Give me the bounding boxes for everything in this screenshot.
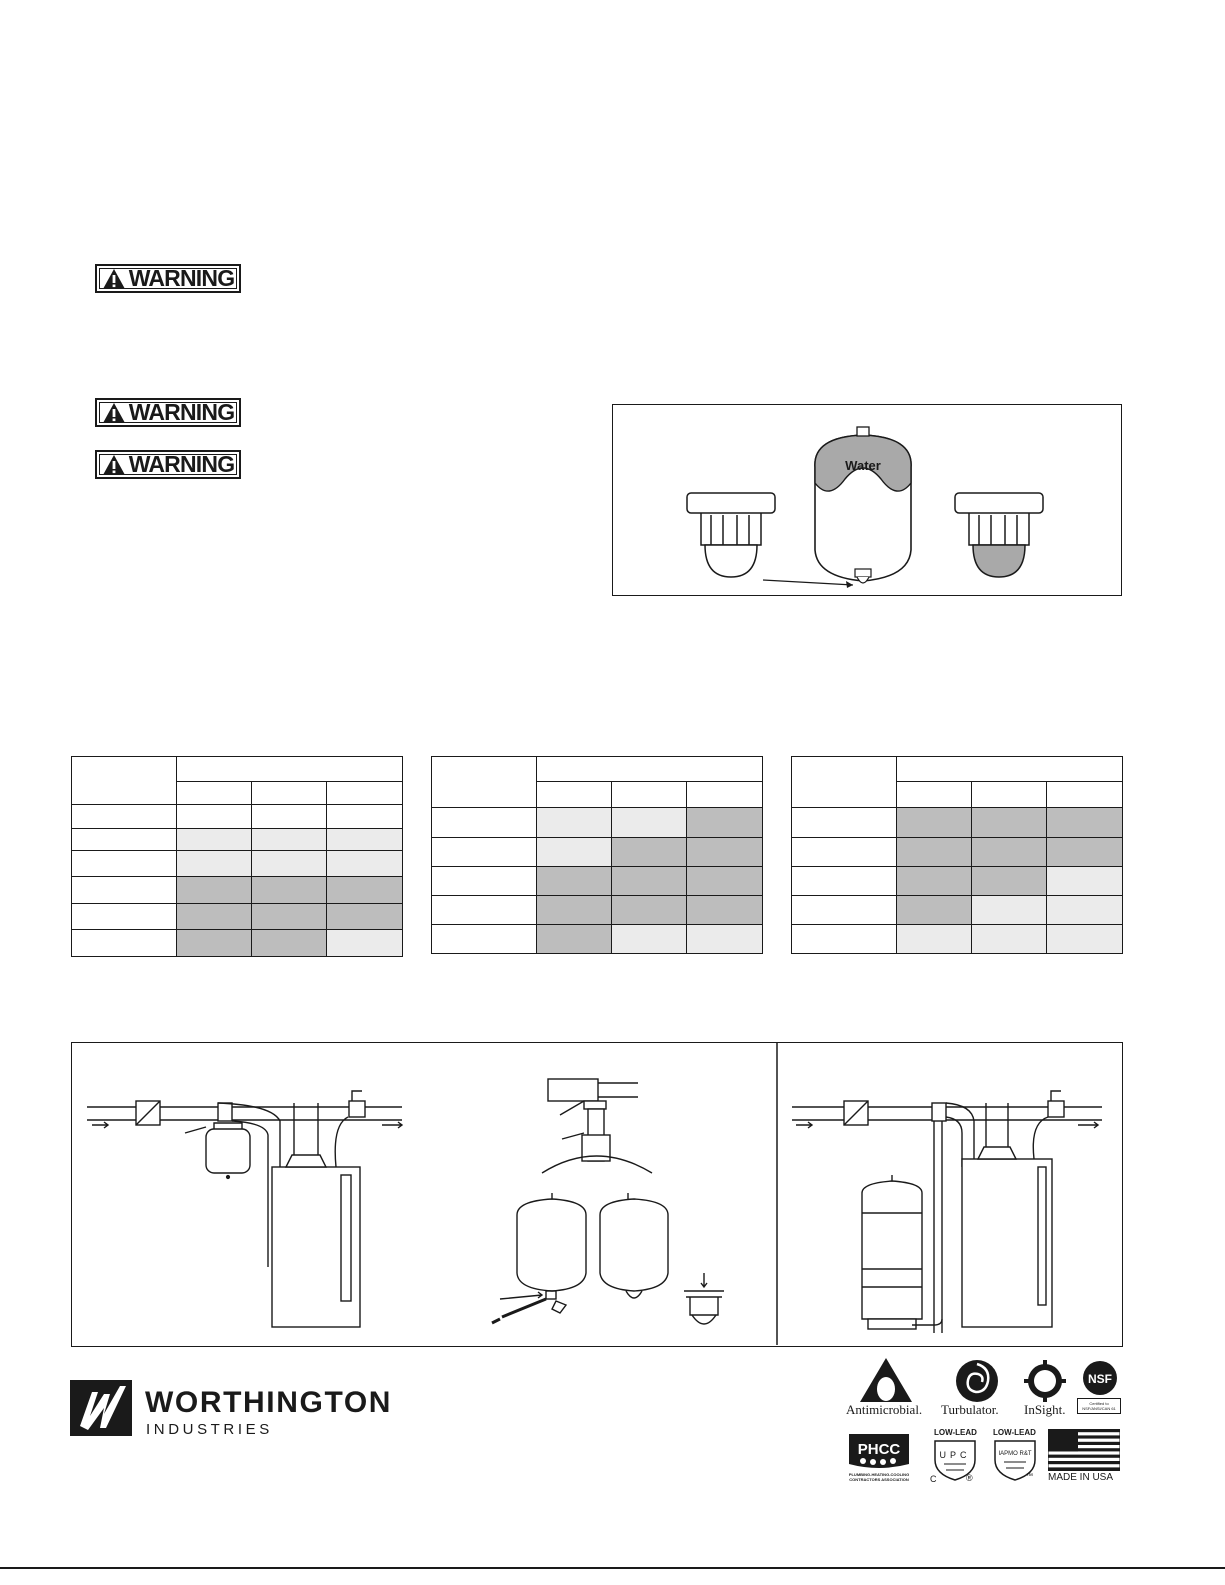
- shaded-cell-light: [1047, 867, 1123, 896]
- table-header-cell: [72, 757, 177, 805]
- table-subheader-cell: [1047, 782, 1123, 808]
- shaded-cell-light: [612, 925, 687, 954]
- shaded-cell-dark: [252, 904, 327, 930]
- footer-rule: [0, 1567, 1225, 1569]
- shaded-cell-dark: [327, 904, 403, 930]
- table-subheader-cell: [537, 782, 612, 808]
- shaded-cell-light: [1047, 896, 1123, 925]
- table-subheader-cell: [612, 782, 687, 808]
- nsf-text: NSF: [1088, 1372, 1112, 1386]
- installation-figure: [71, 1042, 1123, 1347]
- table-header-cell: [897, 757, 1123, 782]
- upc-lowlead-label: LOW-LEAD: [934, 1428, 977, 1437]
- table-row: [72, 930, 403, 957]
- row-label-cell: [432, 896, 537, 925]
- table-row: [432, 808, 763, 838]
- warning-triangle-icon: [102, 402, 126, 424]
- shaded-cell-dark: [327, 877, 403, 904]
- row-label-cell: [72, 805, 177, 829]
- worthington-logo-mark-icon: [70, 1380, 132, 1436]
- shaded-cell-none: [327, 805, 403, 829]
- tank-center: [763, 427, 911, 588]
- shaded-cell-dark: [252, 930, 327, 957]
- upc-mark-text: UPC: [939, 1450, 971, 1460]
- row-label-cell: [792, 925, 897, 954]
- turbulator-label: Turbulator.: [941, 1402, 999, 1417]
- table-row: [792, 808, 1123, 838]
- table-row: [72, 877, 403, 904]
- row-label-cell: [72, 851, 177, 877]
- table-subheader-cell: [972, 782, 1047, 808]
- warning-text: WARNING: [128, 399, 235, 425]
- warning-text: WARNING: [128, 451, 235, 477]
- shaded-cell-dark: [177, 904, 252, 930]
- sizing-table-1: [71, 756, 403, 957]
- table-header-cell: [792, 757, 897, 808]
- shaded-cell-dark: [537, 867, 612, 896]
- tank-cap-right: [955, 493, 1043, 577]
- table-row: [432, 896, 763, 925]
- shaded-cell-light: [252, 829, 327, 851]
- install-center-details: [492, 1079, 724, 1324]
- table-row: [432, 925, 763, 954]
- shaded-cell-light: [537, 838, 612, 867]
- shaded-cell-light: [327, 930, 403, 957]
- iapmo-lowlead-label: LOW-LEAD: [993, 1428, 1036, 1437]
- water-label: Water: [845, 458, 881, 473]
- row-label-cell: [792, 808, 897, 838]
- antimicrobial-icon: [858, 1356, 914, 1404]
- shaded-cell-dark: [687, 896, 763, 925]
- table-header-cell: [177, 757, 403, 782]
- shaded-cell-dark: [897, 867, 972, 896]
- installation-diagram: [72, 1043, 1121, 1345]
- table-row: [72, 805, 403, 829]
- shaded-cell-dark: [897, 896, 972, 925]
- shaded-cell-dark: [537, 925, 612, 954]
- row-label-cell: [432, 808, 537, 838]
- install-left-heater: [87, 1091, 402, 1327]
- phcc-text: PHCC: [857, 1441, 901, 1458]
- table-row: [72, 851, 403, 877]
- nsf-certification: Certified to NSF/ANSI/CAN 61: [1077, 1398, 1121, 1414]
- warning-text: WARNING: [128, 265, 235, 291]
- table-subheader-cell: [177, 782, 252, 805]
- row-label-cell: [432, 838, 537, 867]
- table-row: [792, 896, 1123, 925]
- shaded-cell-dark: [972, 808, 1047, 838]
- shaded-cell-dark: [177, 877, 252, 904]
- shaded-cell-light: [972, 925, 1047, 954]
- shaded-cell-light: [327, 829, 403, 851]
- shaded-cell-none: [177, 805, 252, 829]
- shaded-cell-light: [177, 829, 252, 851]
- shaded-cell-dark: [972, 867, 1047, 896]
- row-label-cell: [72, 877, 177, 904]
- table-row: [792, 867, 1123, 896]
- row-label-cell: [72, 829, 177, 851]
- precharge-diagram: [613, 405, 1120, 594]
- shaded-cell-light: [687, 925, 763, 954]
- warning-label-3: [95, 450, 241, 479]
- row-label-cell: [792, 867, 897, 896]
- warning-triangle-icon: [102, 268, 126, 290]
- table-subheader-cell: [327, 782, 403, 805]
- iapmo-mark-text: IAPMO R&T: [998, 1451, 1032, 1457]
- shaded-cell-light: [327, 851, 403, 877]
- row-label-cell: [792, 896, 897, 925]
- warning-triangle-icon: [102, 454, 126, 476]
- shaded-cell-dark: [612, 896, 687, 925]
- shaded-cell-light: [972, 896, 1047, 925]
- shaded-cell-light: [537, 808, 612, 838]
- shaded-cell-dark: [1047, 838, 1123, 867]
- table-row: [72, 829, 403, 851]
- shaded-cell-dark: [252, 877, 327, 904]
- made-in-usa-label: MADE IN USA: [1048, 1472, 1114, 1483]
- warning-label-1: [95, 264, 241, 293]
- us-flag-icon: [1048, 1429, 1120, 1471]
- table-header-cell: [537, 757, 763, 782]
- brand-subtitle: INDUSTRIES: [146, 1421, 273, 1438]
- install-right-heater: [792, 1091, 1102, 1333]
- shaded-cell-light: [1047, 925, 1123, 954]
- shaded-cell-dark: [687, 838, 763, 867]
- shaded-cell-light: [897, 925, 972, 954]
- shaded-cell-dark: [687, 867, 763, 896]
- insight-icon: [1022, 1358, 1068, 1404]
- shaded-cell-dark: [897, 808, 972, 838]
- tank-cap-left: [687, 493, 775, 577]
- row-label-cell: [432, 925, 537, 954]
- table-row: [72, 904, 403, 930]
- insight-label: InSight.: [1024, 1402, 1066, 1417]
- shaded-cell-light: [252, 851, 327, 877]
- table-subheader-cell: [252, 782, 327, 805]
- shaded-cell-dark: [177, 930, 252, 957]
- nsf-badge-icon: [1082, 1360, 1118, 1396]
- brand-name: WORTHINGTON: [145, 1386, 393, 1419]
- shaded-cell-light: [177, 851, 252, 877]
- shaded-cell-dark: [687, 808, 763, 838]
- upc-c-mark: C: [930, 1474, 937, 1484]
- shaded-cell-dark: [897, 838, 972, 867]
- table-row: [432, 838, 763, 867]
- table-row: [792, 838, 1123, 867]
- table-header-cell: [432, 757, 537, 808]
- row-label-cell: [792, 838, 897, 867]
- turbulator-icon: [954, 1358, 1000, 1404]
- antimicrobial-label: Antimicrobial.: [846, 1402, 923, 1417]
- iapmo-tm-mark: ™: [1026, 1473, 1033, 1480]
- row-label-cell: [72, 930, 177, 957]
- row-label-cell: [432, 867, 537, 896]
- sizing-table-3: [791, 756, 1123, 954]
- warning-label-2: [95, 398, 241, 427]
- shaded-cell-dark: [972, 838, 1047, 867]
- shaded-cell-dark: [537, 896, 612, 925]
- shaded-cell-dark: [612, 838, 687, 867]
- shaded-cell-none: [252, 805, 327, 829]
- table-row: [792, 925, 1123, 954]
- table-subheader-cell: [687, 782, 763, 808]
- shaded-cell-dark: [612, 867, 687, 896]
- shaded-cell-dark: [1047, 808, 1123, 838]
- sizing-table-2: [431, 756, 763, 954]
- phcc-subtitle: PLUMBING-HEATING-COOLING CONTRACTORS ASSOCIATION: [848, 1472, 910, 1482]
- precharge-figure: [612, 404, 1122, 596]
- shaded-cell-light: [612, 808, 687, 838]
- table-row: [432, 867, 763, 896]
- upc-registered-mark: ®: [966, 1473, 973, 1483]
- table-subheader-cell: [897, 782, 972, 808]
- row-label-cell: [72, 904, 177, 930]
